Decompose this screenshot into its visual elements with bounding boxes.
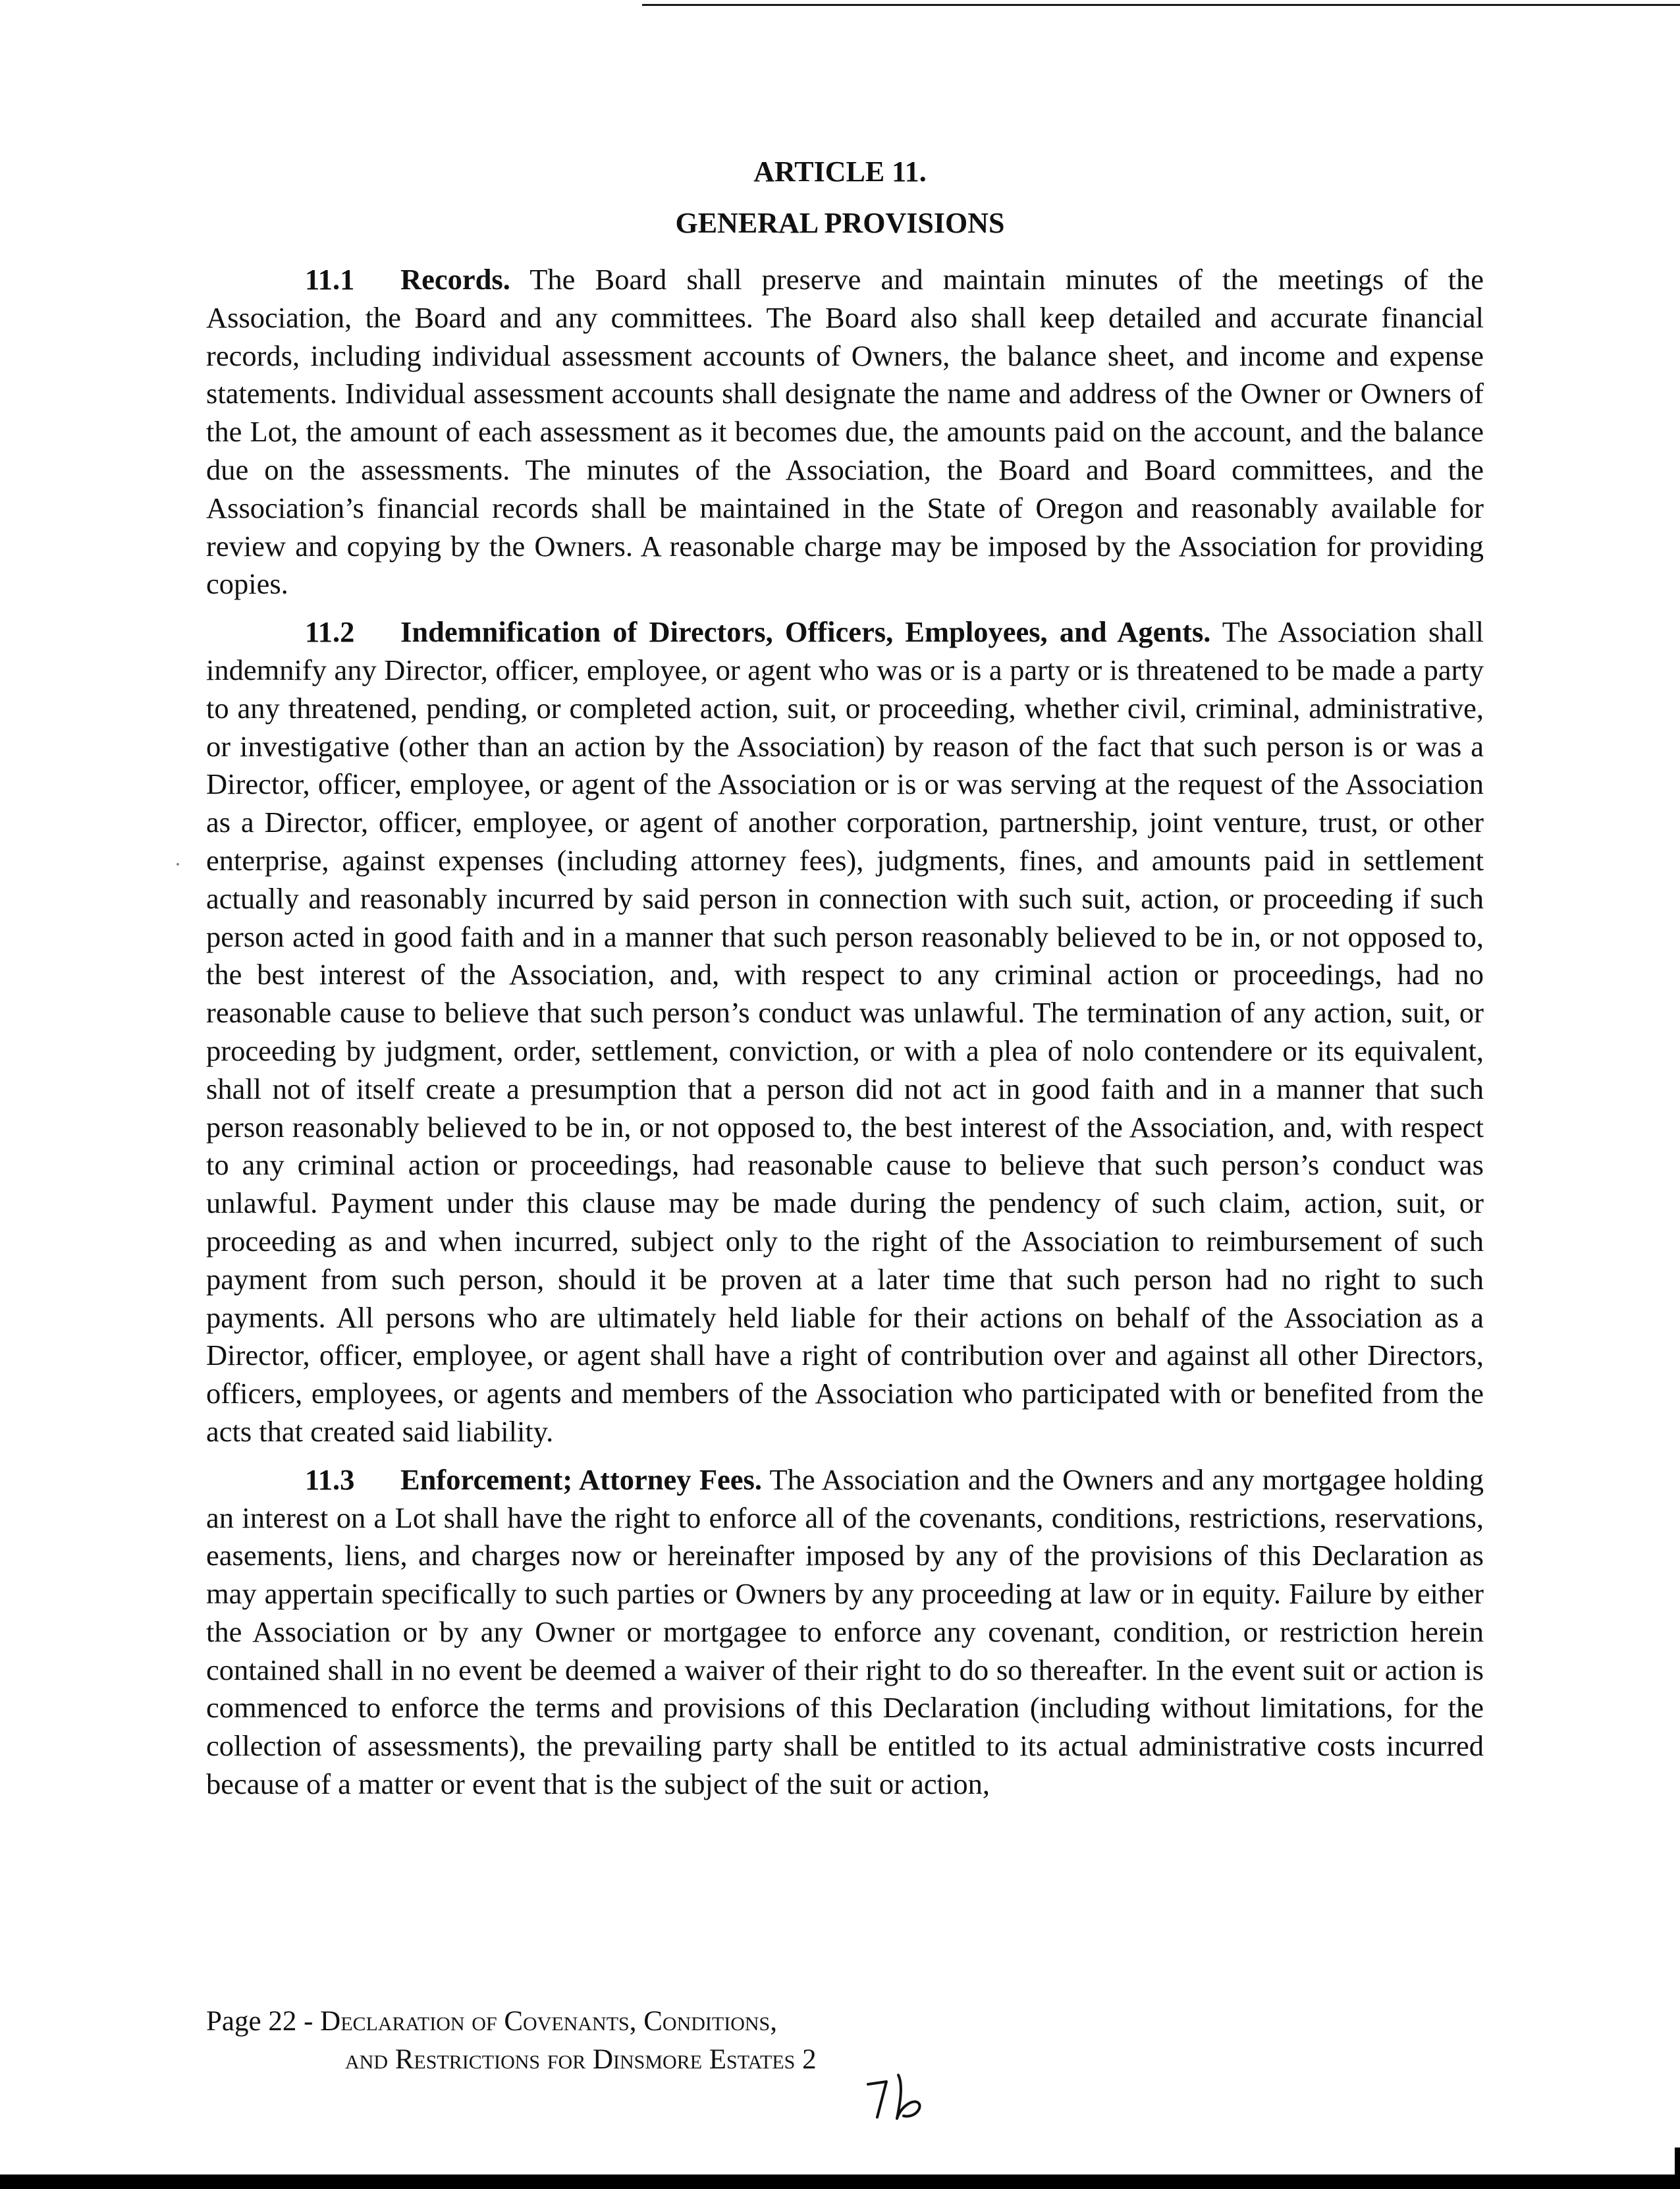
section-title: Enforcement; Attorney Fees. — [400, 1462, 762, 1496]
section-number: 11.3 — [305, 1462, 355, 1496]
scan-speck — [176, 863, 179, 866]
page-footer — [206, 2003, 817, 2079]
section-number: 11.2 — [305, 615, 355, 649]
article-number: ARTICLE 11. — [753, 155, 927, 188]
footer-page-label: Page 22 - — [206, 2006, 313, 2037]
section-text: The Board shall preserve and maintain minutes of the meetings of the Association, the Board and any committees. The Board also shall keep detailed and accurate financial records, including individual assessment accounts of Owners, the balance sheet, and income and expense statements. Individual assessment accounts shall designate the name and address of the Owner or Owners of the Lot, the amount of each assessment as it becomes due, the amounts paid on the account, and the balance due on the assessments. The minutes of the Association, the Board and Board committees, and the Association’s financial records shall be maintained in the State of Oregon and reasonably available for review and copying by the Owners. A reasonable charge may be imposed by the Association for providing copies. — [206, 263, 1484, 601]
footer-title-2: and Restrictions for Dinsmore Estates 2 — [345, 2044, 817, 2075]
section-11-2 — [206, 613, 1484, 1451]
handwritten-mark-icon — [863, 2066, 935, 2125]
section-text: The Association and the Owners and any mortgagee holding an interest on a Lot shall have the right to enforce all of the covenants, conditions, restrictions, reservations, easements, liens, and charges now or hereinafter imposed by any of the provisions of this Declaration as may appertain specifically to such parties or Owners by any proceeding at law or in equity. Failure by either the Association or by any Owner or mortgagee to enforce any covenant, condition, or restriction herein contained shall in no event be deemed a waiver of their right to do so thereafter. In the event suit or action is commenced to enforce the terms and provisions of this Declaration (including without limitations, for the collection of assessments), the prevailing party shall be entitled to its actual administrative costs incurred because of a matter or event that is the subject of the suit or action, — [206, 1462, 1484, 1801]
section-title: Records. — [400, 263, 510, 296]
section-11-1 — [206, 261, 1484, 603]
section-title: Indemnification of Directors, Officers, Employees, and Agents. — [400, 615, 1211, 649]
section-11-3 — [206, 1461, 1484, 1804]
scan-edge-top — [642, 4, 1680, 6]
article-title: GENERAL PROVISIONS — [675, 207, 1005, 239]
handwritten-page-mark — [863, 2066, 935, 2125]
document-body — [206, 261, 1484, 1814]
scan-edge-bottom — [0, 2175, 1680, 2189]
footer-title-1: Declaration of Covenants, Conditions, — [320, 2006, 777, 2037]
section-text: The Association shall indemnify any Director, officer, employee, or agent who was or is a party or is threatened to be made a party to any threatened, pending, or completed action, suit, or proceeding, whether civil, criminal, administrative, or investigative (other than an action by the Association) by reason of the fact that such person is or was a Director, officer, employee, or agent of the Association or is or was serving at the request of the Association as a Director, officer, employee, or agent of another corporation, partnership, joint venture, trust, or other enterprise, against expenses (including attorney fees), judgments, fines, and amounts paid in settlement actually and reasonably incurred by said person in connection with such suit, action, or proceeding if such person acted in good faith and in a manner that such person reasonably believed to be in, or not opposed to, the best interest of the Association, and, with respect to any criminal action or proceedings, had no reasonable cause to believe that such person’s conduct was unlawful. The termination of any action, suit, or proceeding by judgment, order, settlement, conviction, or with a plea of nolo contendere or its equivalent, shall not of itself create a presumption that a person did not act in good faith and in a manner that such person reasonably believed to be in, or not opposed to, the best interest of the Association, and, with respect to any criminal action or proceedings, had reasonable cause to believe that such person’s conduct was unlawful. Payment under this clause may be made during the pendency of such claim, action, suit, or proceeding as and when incurred, subject only to the right of the Association to reimbursement of such payment from such person, should it be proven at a later time that such person had no right to such payments. All persons who are ultimately held liable for their actions on behalf of the Association as a Director, officer, employee, or agent shall have a right of contribution over and against all other Directors, officers, employees, or agents and members of the Association who participated with or benefited from the acts that created said liability. — [206, 615, 1484, 1448]
section-number: 11.1 — [305, 263, 355, 296]
footer-line-1 — [206, 2003, 817, 2041]
